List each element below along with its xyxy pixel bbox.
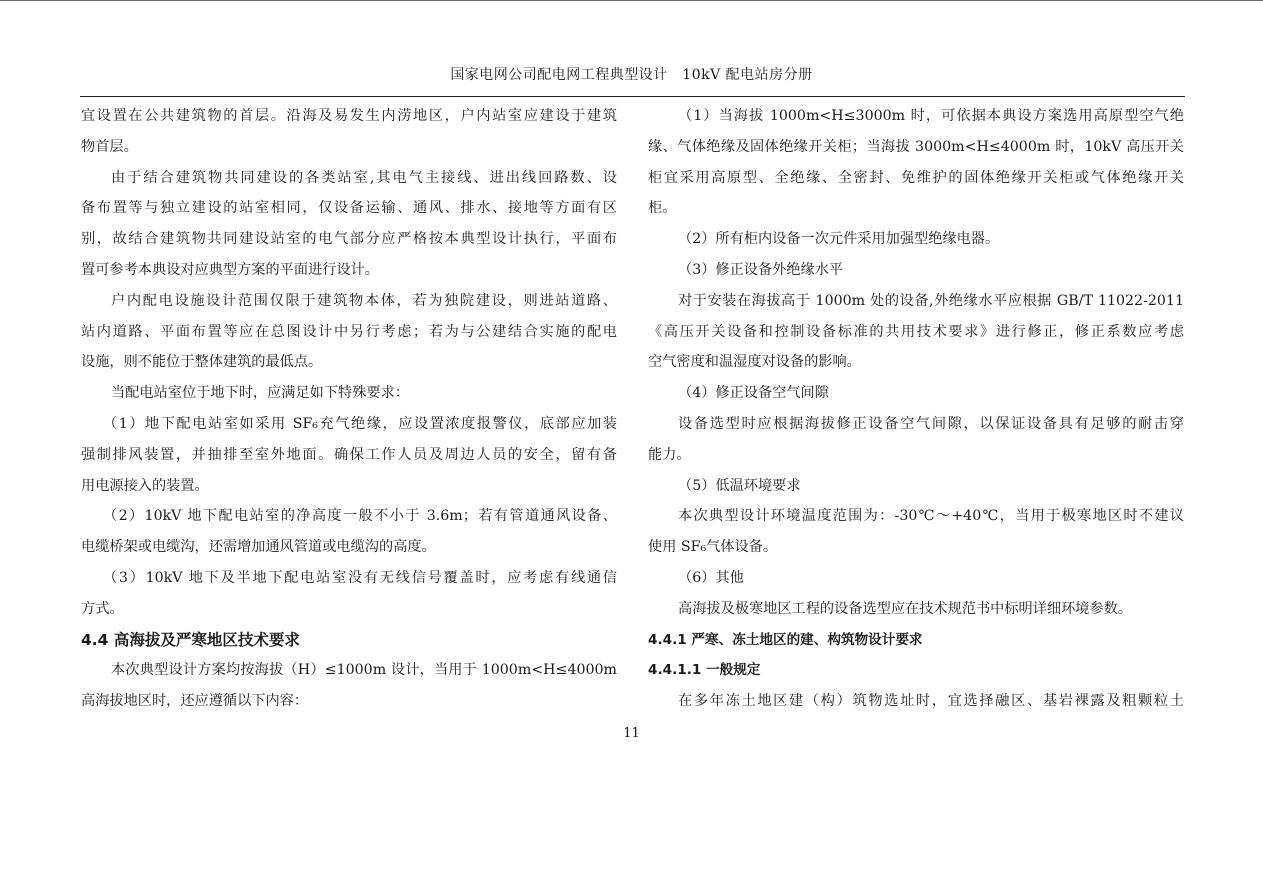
right-text-column (648, 101, 1184, 717)
paragraph-line: 设备选型时应根据海拔修正设备空气间隙，以保证设备具有足够的耐击穿 (678, 415, 1184, 432)
section-heading: 4.4 高海拔及严寒地区技术要求 (81, 630, 300, 649)
paragraph-line: 设施，则不能位于整体建筑的最低点。 (81, 354, 323, 371)
paragraph-line: 柜。 (648, 200, 677, 217)
header-divider (80, 96, 1185, 97)
paragraph-line: 当配电站室位于地下时，应满足如下特殊要求： (111, 385, 409, 402)
list-item-line: （2）10kV 地下配电站室的净高度一般不小于 3.6m；若有管道通风设备、 (103, 508, 617, 525)
paragraph-line: 备布置等与独立建设的站室相同，仅设备运输、通风、排水、接地等方面有区 (81, 200, 617, 217)
paragraph-line: 用电源接入的装置。 (81, 477, 209, 494)
paragraph-line: 宜设置在公共建筑物的首层。沿海及易发生内涝地区，户内站室应建设于建筑 (81, 108, 617, 124)
paragraph-line: 站内道路、平面布置等应在总图设计中另行考虑；若为与公建结合实施的配电 (81, 323, 617, 340)
paragraph-line: 在多年冻土地区建（构）筑物选址时，宜选择融区、基岩裸露及粗颗粒土 (678, 693, 1184, 710)
paragraph-line: 缘、气体绝缘及固体绝缘开关柜；当海拔 3000m<H≤4000m 时，10kV 高压开关 (648, 138, 1184, 155)
list-item-line: （3）修正设备外绝缘水平 (678, 261, 844, 278)
list-item-line: （4）修正设备空气间隙 (678, 385, 829, 402)
paragraph-line: 对于安装在海拔高于 1000m 处的设备,外绝缘水平应根据 GB/T 11022-2011 (678, 292, 1184, 309)
paragraph-line: 别，故结合建筑物共同建设站室的电气部分应严格按本典型设计执行，平面布 (81, 231, 617, 248)
paragraph-line: 《高压开关设备和控制设备标准的共用技术要求》进行修正，修正系数应考虑 (648, 323, 1184, 340)
list-item-line: （1）当海拔 1000m<H≤3000m 时，可依据本典设方案选用高原型空气绝 (678, 108, 1184, 124)
paragraph-line: 电缆桥架或电缆沟，还需增加通风管道或电缆沟的高度。 (81, 539, 436, 556)
paragraph-line: 强制排风装置，并抽排至室外地面。确保工作人员及周边人员的安全，留有备 (81, 446, 617, 463)
paragraph-line: 本次典型设计环境温度范围为：-30℃～+40℃，当用于极寒地区时不建议 (678, 508, 1184, 525)
top-border-line (0, 0, 1263, 1)
running-header-title: 国家电网公司配电网工程典型设计 10kV 配电站房分册 (450, 67, 813, 83)
paragraph-line: 物首层。 (81, 138, 138, 155)
paragraph-line: 能力。 (648, 446, 691, 463)
list-item-line: （3）10kV 地下及半地下配电站室没有无线信号覆盖时，应考虑有线通信 (103, 569, 617, 586)
paragraph-line: 高海拔地区时，还应遵循以下内容： (81, 693, 309, 710)
paragraph-line: 空气密度和温湿度对设备的影响。 (648, 354, 861, 371)
paragraph-line: 方式。 (81, 600, 124, 617)
page-number: 11 (623, 726, 640, 741)
paragraph-line: 户内配电设施设计范围仅限于建筑物本体，若为独院建设，则进站道路、 (111, 292, 617, 309)
paragraph-line: 本次典型设计方案均按海拔（H）≤1000m 设计，当用于 1000m<H≤4000m (111, 662, 617, 679)
left-text-column (81, 101, 617, 717)
list-item-line: （2）所有柜内设备一次元件采用加强型绝缘电器。 (678, 231, 1000, 248)
list-item-line: （6）其他 (678, 569, 744, 586)
subsection-heading: 4.4.1 严寒、冻土地区的建、构筑物设计要求 (648, 631, 923, 648)
list-item-line: （1）地下配电站室如采用 SF₆充气绝缘，应设置浓度报警仪，底部应加装 (103, 415, 617, 432)
paragraph-line: 由于结合建筑物共同建设的各类站室,其电气主接线、进出线回路数、设 (111, 169, 617, 186)
subsubsection-heading: 4.4.1.1 一般规定 (648, 662, 761, 679)
list-item-line: （5）低温环境要求 (678, 477, 801, 494)
paragraph-line: 柜宜采用高原型、全绝缘、全密封、免维护的固体绝缘开关柜或气体绝缘开关 (648, 169, 1184, 186)
paragraph-line: 使用 SF₆气体设备。 (648, 539, 778, 556)
paragraph-line: 高海拔及极寒地区工程的设备选型应在技术规范书中标明详细环境参数。 (678, 600, 1133, 617)
paragraph-line: 置可参考本典设对应典型方案的平面进行设计。 (81, 261, 379, 278)
